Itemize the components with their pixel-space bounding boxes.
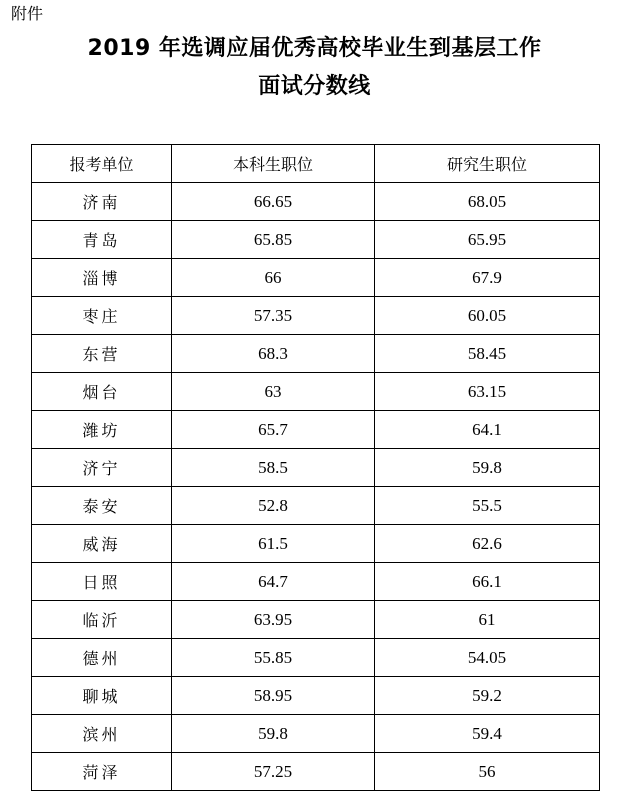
unit-cell: 临沂 [32,601,172,639]
graduate-score-cell: 59.2 [375,677,600,715]
unit-cell: 青岛 [32,221,172,259]
graduate-score-cell: 60.05 [375,297,600,335]
undergrad-score-cell: 57.25 [172,753,375,791]
column-header-unit: 报考单位 [32,145,172,183]
table-row [32,411,600,449]
unit-cell: 枣庄 [32,297,172,335]
unit-cell: 东营 [32,335,172,373]
score-table [31,144,600,791]
table-row [32,753,600,791]
undergrad-score-cell: 66.65 [172,183,375,221]
table-row [32,259,600,297]
table-row [32,525,600,563]
unit-cell: 泰安 [32,487,172,525]
graduate-score-cell: 59.4 [375,715,600,753]
column-header-graduate: 研究生职位 [375,145,600,183]
table-row [32,563,600,601]
unit-cell: 潍坊 [32,411,172,449]
graduate-score-cell: 67.9 [375,259,600,297]
undergrad-score-cell: 65.85 [172,221,375,259]
document-title-line-2: 面试分数线 [258,74,371,99]
unit-cell: 德州 [32,639,172,677]
table-row [32,183,600,221]
unit-cell: 聊城 [32,677,172,715]
undergrad-score-cell: 66 [172,259,375,297]
graduate-score-cell: 62.6 [375,525,600,563]
undergrad-score-cell: 55.85 [172,639,375,677]
undergrad-score-cell: 52.8 [172,487,375,525]
undergrad-score-cell: 64.7 [172,563,375,601]
table-header-row [32,145,600,183]
table-row [32,601,600,639]
undergrad-score-cell: 63.95 [172,601,375,639]
table-row [32,373,600,411]
graduate-score-cell: 61 [375,601,600,639]
unit-cell: 济宁 [32,449,172,487]
graduate-score-cell: 66.1 [375,563,600,601]
undergrad-score-cell: 58.5 [172,449,375,487]
undergrad-score-cell: 61.5 [172,525,375,563]
table-row [32,297,600,335]
table-row [32,715,600,753]
undergrad-score-cell: 68.3 [172,335,375,373]
graduate-score-cell: 65.95 [375,221,600,259]
graduate-score-cell: 68.05 [375,183,600,221]
graduate-score-cell: 54.05 [375,639,600,677]
graduate-score-cell: 58.45 [375,335,600,373]
unit-cell: 威海 [32,525,172,563]
table-row [32,487,600,525]
unit-cell: 淄博 [32,259,172,297]
undergrad-score-cell: 57.35 [172,297,375,335]
table-row [32,449,600,487]
graduate-score-cell: 59.8 [375,449,600,487]
document-title: 2019 年选调应届优秀高校毕业生到基层工作 [87,36,542,61]
unit-cell: 滨州 [32,715,172,753]
undergrad-score-cell: 65.7 [172,411,375,449]
undergrad-score-cell: 59.8 [172,715,375,753]
unit-cell: 菏泽 [32,753,172,791]
column-header-undergrad: 本科生职位 [172,145,375,183]
graduate-score-cell: 55.5 [375,487,600,525]
table-body [32,183,600,791]
unit-cell: 日照 [32,563,172,601]
graduate-score-cell: 64.1 [375,411,600,449]
table-row [32,677,600,715]
undergrad-score-cell: 58.95 [172,677,375,715]
table-row [32,221,600,259]
undergrad-score-cell: 63 [172,373,375,411]
table-row [32,639,600,677]
graduate-score-cell: 63.15 [375,373,600,411]
unit-cell: 烟台 [32,373,172,411]
graduate-score-cell: 56 [375,753,600,791]
attachment-label: 附件 [11,4,44,23]
unit-cell: 济南 [32,183,172,221]
table-row [32,335,600,373]
